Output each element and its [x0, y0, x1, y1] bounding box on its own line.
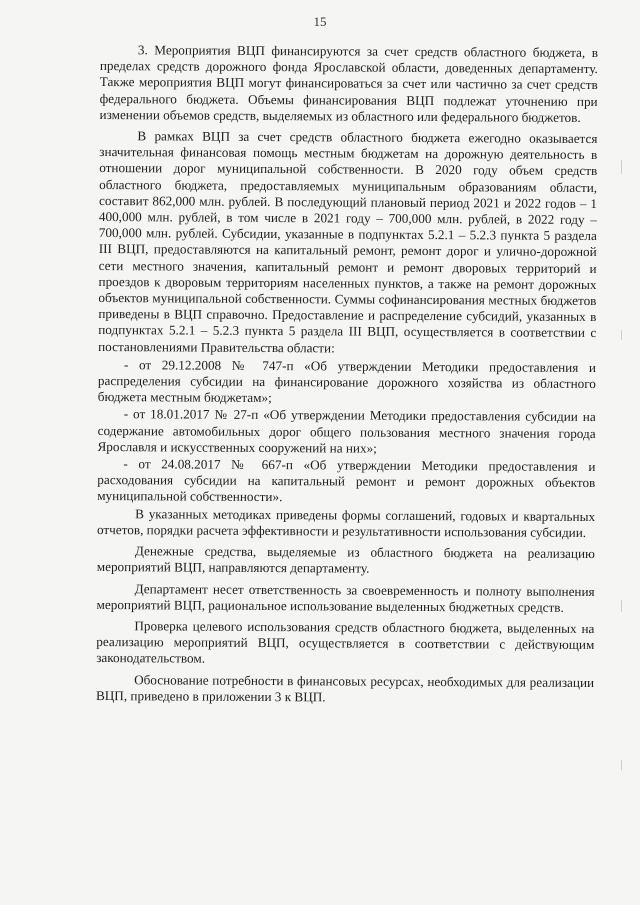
scan-edge-mark — [621, 330, 622, 340]
paragraph-funds: Денежные средства, выделяемые из областного бюджета на реализацию мероприятий ВЦП, направляются департаменту. — [96, 543, 595, 576]
scan-edge-mark — [621, 600, 622, 612]
paragraph-subsidies: В рамках ВЦП за счет средств областного бюджета ежегодно оказывается значительная финансовая помощь местным бюджетам на дорожную деятельность в отношении дорог муниципальной собственности. В 2020 году объем средств областного бюджета, предоставляемых муниципальным образованиям области, составит 862,000 млн. рублей. В последующий плановый период 2021 и 2022 годов – 1 400,000 млн. рублей, в том числе в 2021 году – 700,000 млн. рублей, в 2022 году – 700,000 млн. рублей. Субсидии, указанные в подпунктах 5.2.1 – 5.2.3 пункта 5 раздела III ВЦП, предоставляются на капитальный ремонт, ремонт дорог и улично-дорожной сети местного значения, капитальный ремонт и ремонт дворовых территорий и проездов к дворовым территориям населенных пунктов, а также на ремонт дорожных объектов муниципальной собственности. Суммы софинансирования местных бюджетов приведены в ВЦП справочно. Предоставление и распределение субсидий, указанных в подпунктах 5.2.1 – 5.2.3 пункта 5 раздела III ВЦП, осуществляется в соответствии с постановлениями Правительства области: — [98, 128, 598, 356]
paragraph-audit: Проверка целевого использования средств областного бюджета, выделенных на реализацию мероприятий ВЦП, осуществляется в соответствии с действующим законодательством. — [96, 618, 595, 666]
paragraph-methods: В указанных методиках приведены формы соглашений, годовых и квартальных отчетов, порядки расчета эффективности и результативности использования субсидии. — [96, 505, 596, 540]
list-item-resolution-747: - от 29.12.2008 № 747-п «Об утверждении Методики предоставления и распределения субсидии на финансирование дорожного хозяйства из областного бюджета местным бюджетам»; — [97, 357, 597, 406]
paragraph-financing: 3. Мероприятия ВЦП финансируются за счет средств областного бюджета, в пределах средств дорожного фонда Ярославской области, доведенных департаменту. Также мероприятия ВЦП могут финансироваться за счет или частично за счет средств федерального бюджета. Объемы финансирования ВЦП подлежат уточнению при изменении объемов средств, выделяемых из областного или федерального бюджетов. — [99, 42, 598, 125]
paragraph-justification: Обоснование потребности в финансовых ресурсах, необходимых для реализации ВЦП, приведено в приложении 3 к ВЦП. — [95, 671, 595, 705]
scan-edge-mark — [621, 760, 622, 770]
page-number: 15 — [313, 14, 327, 29]
list-item-resolution-27: - от 18.01.2017 № 27-п «Об утверждении Методики предоставления субсидии на содержание автомобильных дорог общего пользования местного значения города Ярославля и искусственных сооружений на них»; — [97, 406, 596, 456]
list-item-resolution-667: - от 24.08.2017 № 667-п «Об утверждении Методики предоставления и расходования субсидии на капитальный ремонт и ремонт дорожных объектов муниципальной собственности». — [97, 456, 596, 505]
paragraph-responsibility: Департамент несет ответственность за своевременность и полноту выполнения мероприятий ВЦП, рациональное использование выделенных бюджетных средств. — [96, 580, 595, 615]
scan-edge-mark — [621, 160, 622, 174]
document-body — [96, 42, 598, 712]
